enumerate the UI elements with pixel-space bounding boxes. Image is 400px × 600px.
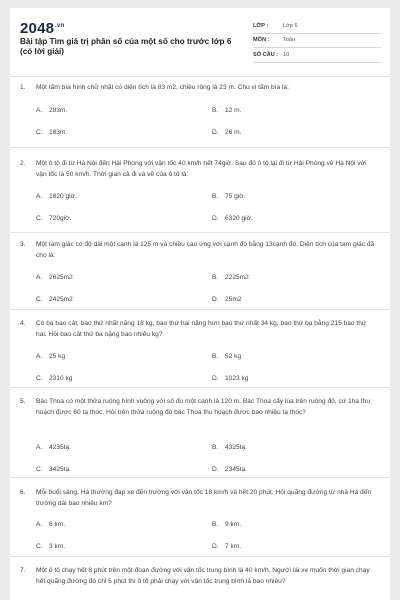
option-c[interactable] bbox=[36, 215, 71, 222]
question-number: 6. bbox=[20, 489, 26, 496]
option-text: 283m. bbox=[49, 107, 68, 114]
option-letter: D. bbox=[212, 375, 219, 382]
option-text: 7 km. bbox=[225, 543, 242, 550]
option-text: 52 kg bbox=[225, 353, 242, 360]
option-letter: B. bbox=[212, 521, 219, 528]
option-letter: D. bbox=[212, 466, 219, 473]
option-letter: B. bbox=[212, 353, 219, 360]
option-c[interactable] bbox=[36, 296, 73, 303]
meta-table bbox=[253, 19, 381, 63]
option-a[interactable] bbox=[36, 193, 77, 200]
option-letter: C. bbox=[36, 129, 43, 136]
option-a[interactable] bbox=[36, 353, 65, 360]
option-letter: B. bbox=[212, 444, 219, 451]
option-b[interactable] bbox=[212, 107, 242, 114]
question-number: 7. bbox=[20, 567, 26, 574]
option-text: 1820 giờ. bbox=[49, 193, 77, 200]
meta-key: SỐ CÂU : bbox=[253, 51, 279, 58]
option-text: 2425m2 bbox=[49, 296, 73, 303]
question-text bbox=[20, 158, 375, 180]
meta-key: LỚP : bbox=[253, 22, 269, 29]
divider bbox=[10, 387, 390, 388]
question-body: Mỗi buổi sáng, Hà thường đạp xe đến trường với vận tốc 18 km/h và hết 20 phút. Hỏi quãng đường từ nhà Hà đến trường dài bao nhiêu km? bbox=[36, 489, 372, 507]
option-text: 1023 kg bbox=[225, 375, 249, 382]
option-text: 2625m2 bbox=[49, 274, 73, 281]
question-text bbox=[20, 239, 375, 261]
option-text: 2225m2 bbox=[225, 274, 249, 281]
option-letter: B. bbox=[212, 107, 219, 114]
option-letter: B. bbox=[212, 274, 219, 281]
meta-key: MÔN : bbox=[253, 37, 270, 44]
option-text: 720giờ. bbox=[49, 215, 72, 222]
question-text bbox=[20, 396, 375, 418]
question-text bbox=[20, 82, 375, 93]
option-letter: C. bbox=[36, 215, 43, 222]
option-d[interactable] bbox=[212, 375, 248, 382]
option-letter: A. bbox=[36, 353, 43, 360]
divider bbox=[10, 147, 390, 148]
option-letter: D. bbox=[212, 215, 219, 222]
option-b[interactable] bbox=[212, 521, 241, 528]
option-letter: C. bbox=[36, 466, 43, 473]
option-text: 4235tạ. bbox=[49, 444, 71, 451]
logo-text: 2048 bbox=[20, 20, 55, 37]
option-d[interactable] bbox=[212, 543, 241, 550]
option-text: 2310 kg bbox=[49, 375, 73, 382]
option-text: 183m. bbox=[49, 129, 68, 136]
option-text: 3425tạ. bbox=[49, 466, 71, 473]
option-letter: B. bbox=[212, 193, 219, 200]
option-letter: A. bbox=[36, 193, 43, 200]
divider bbox=[10, 309, 390, 310]
question-number: 4. bbox=[20, 320, 26, 327]
logo-suffix: .vn bbox=[55, 23, 65, 29]
option-letter: C. bbox=[36, 543, 43, 550]
meta-value: 10 bbox=[283, 51, 290, 58]
option-d[interactable] bbox=[212, 215, 253, 222]
option-text: 25m2 bbox=[225, 296, 242, 303]
option-b[interactable] bbox=[212, 193, 245, 200]
document-page bbox=[10, 8, 390, 600]
option-letter: A. bbox=[36, 521, 43, 528]
option-a[interactable] bbox=[36, 274, 73, 281]
option-text: 12 m. bbox=[225, 107, 242, 114]
option-b[interactable] bbox=[212, 274, 249, 281]
question-number: 3. bbox=[20, 241, 26, 248]
question-body: Một tấm bìa hình chữ nhật có diện tích là 83 m2, chiều rộng là 23 m. Chu vi tấm bìa là: bbox=[36, 84, 289, 91]
divider bbox=[10, 477, 390, 478]
meta-value: Toán bbox=[283, 37, 296, 44]
document-header bbox=[10, 8, 390, 66]
question-body: Một ô tô đi từ Hà Nội đến Hải Phòng với vận tốc 40 km/h hết 74giờ. Sau đó ô tô lại đi từ Hải Phòng về Hà Nội với vận tốc là 50 km/h. Thời gian cả đi và về của ô tô là: bbox=[36, 160, 367, 178]
meta-value: Lớp 6 bbox=[283, 22, 298, 29]
meta-row-count bbox=[253, 48, 381, 63]
question-text bbox=[20, 318, 375, 340]
option-letter: D. bbox=[212, 296, 219, 303]
option-letter: C. bbox=[36, 296, 43, 303]
option-a[interactable] bbox=[36, 107, 67, 114]
question-body: Một tam giác có độ dài một cạnh là 125 m và chiều cao ứng với cạnh đó bằng 13cạnh đó. Diện tích của tam giác đã cho là: bbox=[36, 241, 375, 259]
divider bbox=[10, 556, 390, 557]
option-letter: A. bbox=[36, 107, 43, 114]
site-logo[interactable] bbox=[20, 20, 64, 37]
option-d[interactable] bbox=[212, 296, 242, 303]
question-body: Một ô tô chạy hết 8 phút trên một đoạn đường với vận tốc trung bình là 40 km/h. Người lái xe muốn thời gian chạy hết quãng đường đó chỉ 5 phút thì ô tô phải chạy với vận tốc trung bình là bao nhiêu? bbox=[36, 567, 370, 585]
question-number: 2. bbox=[20, 160, 26, 167]
option-text: 6320 giờ. bbox=[225, 215, 253, 222]
option-text: 6 km. bbox=[49, 521, 66, 528]
option-d[interactable] bbox=[212, 466, 247, 473]
option-c[interactable] bbox=[36, 543, 65, 550]
question-text bbox=[20, 565, 375, 587]
option-letter: A. bbox=[36, 274, 43, 281]
page-title: Bài tập Tìm giá trị phân số của một số cho trước lớp 6 (có lời giải) bbox=[20, 37, 232, 56]
question-number: 1. bbox=[20, 84, 26, 91]
option-b[interactable] bbox=[212, 353, 241, 360]
option-c[interactable] bbox=[36, 466, 71, 473]
option-letter: D. bbox=[212, 129, 219, 136]
option-d[interactable] bbox=[212, 129, 242, 136]
option-a[interactable] bbox=[36, 444, 71, 451]
divider bbox=[10, 76, 390, 77]
option-text: 25 kg bbox=[49, 353, 66, 360]
option-text: 26 m. bbox=[225, 129, 242, 136]
question-number: 5. bbox=[20, 398, 26, 405]
meta-row-subject bbox=[253, 34, 381, 49]
option-text: 2345tạ. bbox=[225, 466, 247, 473]
option-letter: A. bbox=[36, 444, 43, 451]
option-text: 4325tạ. bbox=[225, 444, 247, 451]
option-c[interactable] bbox=[36, 375, 72, 382]
question-text bbox=[20, 487, 375, 509]
question-body: Có ba bao cát, bao thứ nhất nặng 18 kg, bao thứ hai nặng hơn bao thứ nhất 34 kg, bao thứ ba bằng 215 bao thứ hai. Hỏi bao cát thứ ba nặng bao nhiêu kg? bbox=[36, 320, 367, 338]
question-body: Bác Thoa có một thửa ruộng hình vuông với số đo một cạnh là 120 m. Bác Thoa cấy lúa trên ruộng đó, cứ 1ha thu hoạch được 60 tạ thóc. Hỏi trên thửa ruộng đó bác Thoa thu hoạch được bao nhiêu tạ thóc? bbox=[36, 398, 371, 416]
divider bbox=[10, 232, 390, 233]
option-text: 3 km. bbox=[49, 543, 66, 550]
option-a[interactable] bbox=[36, 521, 65, 528]
option-text: 75 giờ. bbox=[225, 193, 246, 200]
option-letter: D. bbox=[212, 543, 219, 550]
option-letter: C. bbox=[36, 375, 43, 382]
option-text: 9 km. bbox=[225, 521, 242, 528]
option-c[interactable] bbox=[36, 129, 67, 136]
option-b[interactable] bbox=[212, 444, 247, 451]
meta-row-grade bbox=[253, 19, 381, 34]
